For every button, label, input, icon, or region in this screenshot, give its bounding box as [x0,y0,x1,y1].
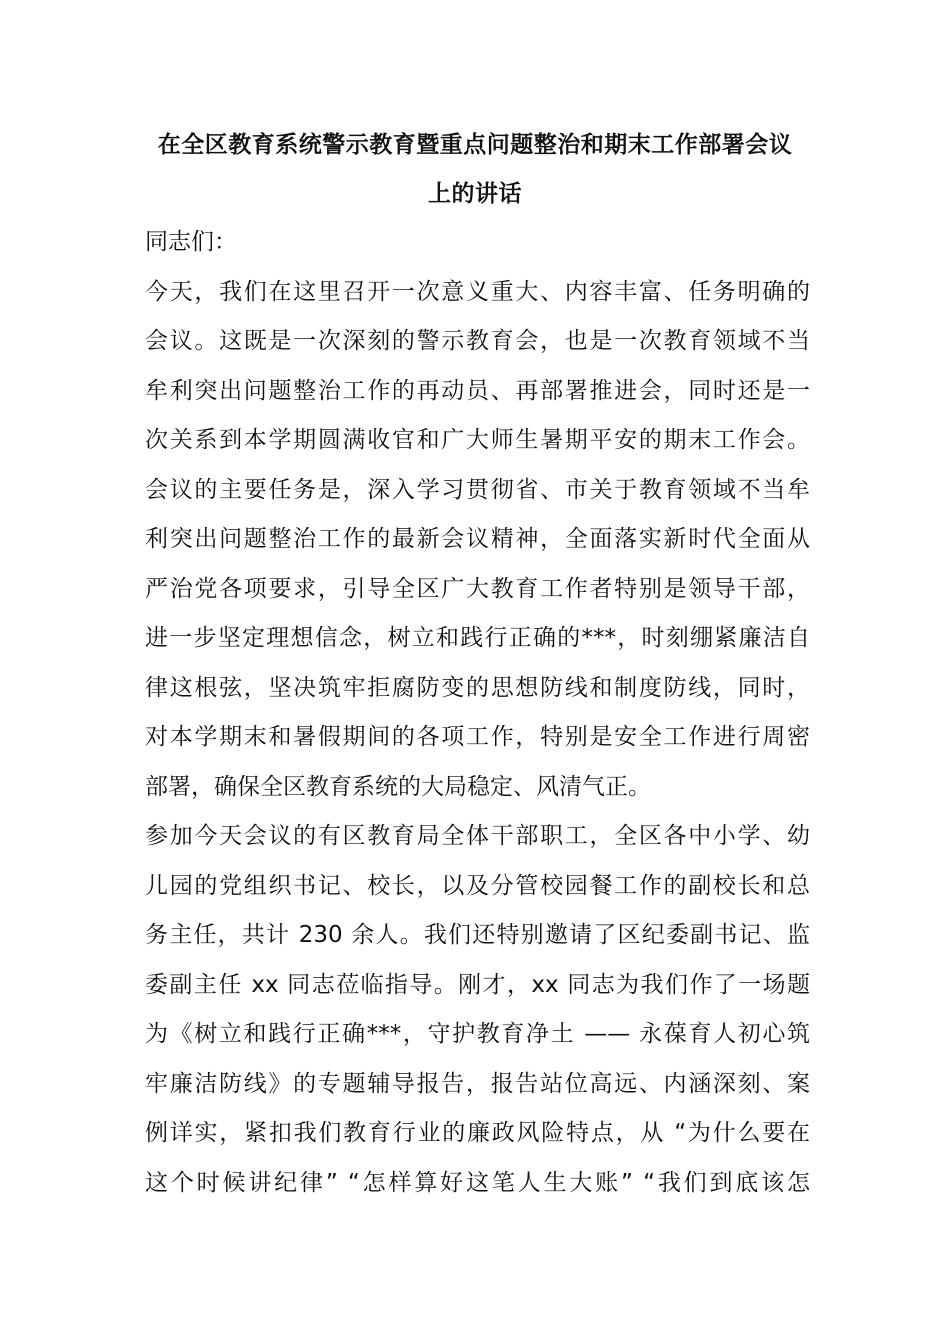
salutation: 同志们： [145,229,237,255]
body-line-8: 进一步坚定理想信念，树立和践行正确的***，时刻绷紧廉洁自 [145,625,810,651]
body-line-18: 例详实，紧扣我们教育行业的廉政风险特点，从 “为什么要在 [145,1120,810,1146]
body-line-15: 委副主任 xx 同志莅临指导。刚才，xx 同志为我们作了一场题 [145,972,810,998]
body-line-17: 牢廉洁防线》的专题辅导报告，报告站位高远、内涵深刻、案 [145,1071,810,1097]
body-line-10: 对本学期末和暑假期间的各项工作，特别是安全工作进行周密 [145,724,810,750]
body-line-9: 律这根弦，坚决筑牢拒腐防变的思想防线和制度防线，同时， [145,675,810,701]
body-line-14: 务主任，共计 230 余人。我们还特别邀请了区纪委副书记、监 [145,922,810,948]
body-line-3: 牟利突出问题整治工作的再动员、再部署推进会，同时还是一 [145,378,810,404]
body-line-11: 部署，确保全区教育系统的大局稳定、风清气正。 [145,774,651,800]
body-line-6: 利突出问题整治工作的最新会议精神，全面落实新时代全面从 [145,526,810,552]
body-line-2: 会议。这既是一次深刻的警示教育会，也是一次教育领域不当 [145,328,810,354]
body-line-16: 为《树立和践行正确***，守护教育净土 —— 永葆育人初心筑 [145,1021,810,1047]
document-title-line-1: 在全区教育系统警示教育暨重点问题整治和期末工作部署会议 [157,132,793,158]
body-line-19: 这个时候讲纪律” “怎样算好这笔人生大账” “我们到底该怎 [145,1170,810,1196]
body-line-7: 严治党各项要求，引导全区广大教育工作者特别是领导干部， [145,576,810,602]
body-line-5: 会议的主要任务是，深入学习贯彻省、市关于教育领域不当牟 [145,477,810,503]
body-line-1: 今天，我们在这里召开一次意义重大、内容丰富、任务明确的 [145,279,810,305]
document-title-line-2: 上的讲话 [428,181,522,207]
body-line-13: 儿园的党组织书记、校长，以及分管校园餐工作的副校长和总 [145,873,810,899]
body-line-12: 参加今天会议的有区教育局全体干部职工，全区各中小学、幼 [145,823,810,849]
body-line-4: 次关系到本学期圆满收官和广大师生暑期平安的期末工作会。 [145,427,810,453]
